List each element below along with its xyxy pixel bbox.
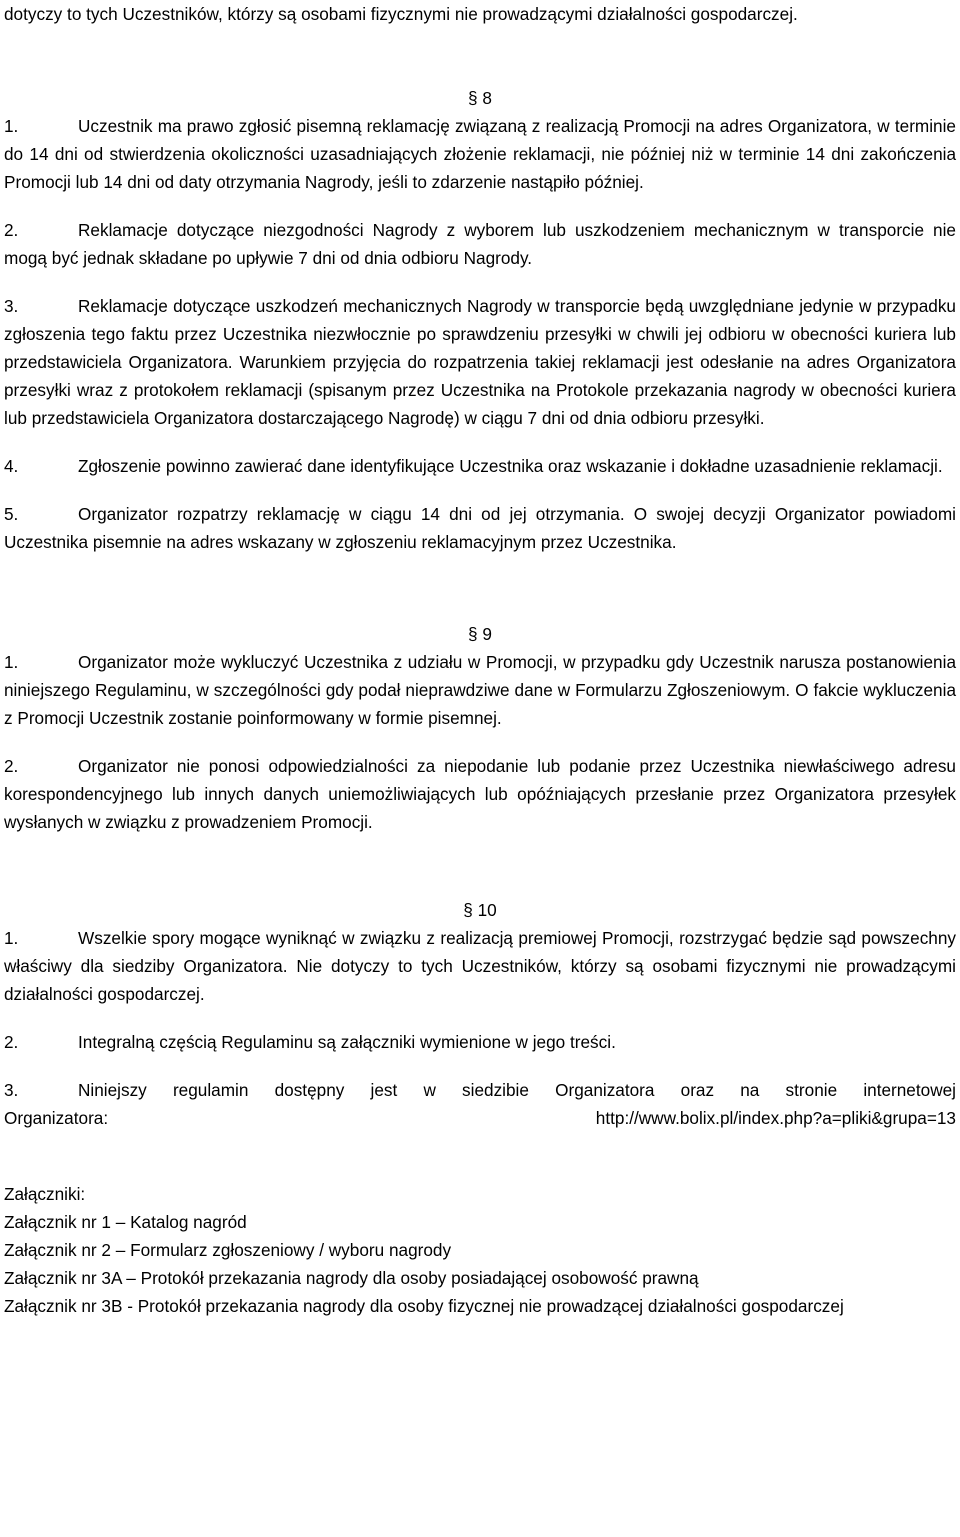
clause-text: Integralną częścią Regulaminu są załączniki wymienione w jego treści. (78, 1032, 616, 1052)
clause-8-2 (4, 216, 956, 272)
clause-text: Organizator może wykluczyć Uczestnika z udziału w Promocji, w przypadku gdy Uczestnik narusza postanowienia niniejszego Regulaminu, w szczególności gdy podał nieprawdziwe dane w Formularzu Zgłoszeniowym. O fakcie wykluczenia z Promocji Uczestnik zostanie poinformowany w formie pisemnej. (4, 652, 956, 728)
document-page (4, 0, 956, 1320)
clause-9-1 (4, 648, 956, 732)
clause-text: Reklamacje dotyczące niezgodności Nagrody z wyborem lub uszkodzeniem mechanicznym w transporcie nie mogą być jednak składane po upływie 7 dni od dnia odbioru Nagrody. (4, 220, 956, 268)
attachment-item: Załącznik nr 3B - Protokół przekazania nagrody dla osoby fizycznej nie prowadzącej działalności gospodarczej (4, 1296, 844, 1316)
clause-number: 1. (4, 116, 19, 136)
clause-10-1 (4, 924, 956, 1008)
clause-number: 2. (4, 220, 19, 240)
clause-text: Organizator nie ponosi odpowiedzialności za niepodanie lub podanie przez Uczestnika niewłaściwego adresu korespondencyjnego lub innych danych uniemożliwiających lub opóźniających przesłanie przez Organizatora przesyłek wysłanych w związku z prowadzeniem Promocji. (4, 756, 956, 832)
clause-text: Wszelkie spory mogące wyniknąć w związku z realizacją premiowej Promocji, rozstrzygać będzie sąd powszechny właściwy dla siedziby Organizatora. Nie dotyczy to tych Uczestników, którzy są osobami fizycznymi nie prowadzącymi działalności gospodarczej. (4, 928, 956, 1004)
clause-text: Organizator rozpatrzy reklamację w ciągu 14 dni od jej otrzymania. O swojej decyzji Organizator powiadomi Uczestnika pisemnie na adres wskazany w zgłoszeniu reklamacyjnym przez Uczestnika. (4, 504, 956, 552)
clause-8-5 (4, 500, 956, 556)
section-heading-8: § 8 (468, 88, 492, 108)
clause-number: 4. (4, 456, 19, 476)
clause-10-2 (4, 1028, 956, 1056)
clause-text: Zgłoszenie powinno zawierać dane identyfikujące Uczestnika oraz wskazanie i dokładne uzasadnienie reklamacji. (78, 456, 943, 476)
attachment-item: Załącznik nr 2 – Formularz zgłoszeniowy / wyboru nagrody (4, 1240, 452, 1260)
attachment-item: Załącznik nr 3A – Protokół przekazania nagrody dla osoby posiadającej osobowość prawną (4, 1268, 699, 1288)
clause-text: Uczestnik ma prawo zgłosić pisemną reklamację związaną z realizacją Promocji na adres Organizatora, w terminie do 14 dni od stwierdzenia okoliczności uzasadniających złożenie reklamacji, nie później niż w terminie 14 dni zakończenia Promocji lub 14 dni od daty otrzymania Nagrody, jeśli to zdarzenie nastąpiło później. (4, 116, 956, 192)
clause-number: 1. (4, 652, 19, 672)
clause-8-4 (4, 452, 956, 480)
clause-10-3 (4, 1076, 956, 1104)
attachment-item: Załącznik nr 1 – Katalog nagród (4, 1212, 247, 1232)
clause-number: 2. (4, 1032, 19, 1052)
regulation-url-link[interactable]: http://www.bolix.pl/index.php?a=pliki&grupa=13 (595, 1108, 956, 1128)
clause-9-2 (4, 752, 956, 836)
clause-8-3 (4, 292, 956, 432)
clause-number: 3. (4, 296, 19, 316)
section-heading-9: § 9 (468, 624, 492, 644)
clause-number: 1. (4, 928, 19, 948)
url-label: Organizatora: (4, 1108, 109, 1128)
clause-number: 5. (4, 504, 19, 524)
clause-number: 3. (4, 1080, 19, 1100)
regulation-url-line (4, 1104, 956, 1132)
clause-8-1 (4, 112, 956, 196)
section-heading-10: § 10 (463, 900, 497, 920)
clause-text: Reklamacje dotyczące uszkodzeń mechanicznych Nagrody w transporcie będą uwzględniane jedynie w przypadku zgłoszenia tego faktu przez Uczestnika niezwłocznie po sprawdzeniu przesyłki w chwili jej odbioru w obecności kuriera lub przedstawiciela Organizatora. Warunkiem przyjęcia do rozpatrzenia takiej reklamacji jest odesłanie na adres Organizatora przesyłki wraz z protokołem reklamacji (spisanym przez Uczestnika na Protokole przekazania nagrody w obecności kuriera lub przedstawiciela Organizatora dostarczającego Nagrodę) w ciągu 7 dni od dnia odbioru przesyłki. (4, 296, 956, 428)
clause-number: 2. (4, 756, 19, 776)
attachments-title: Załączniki: (4, 1184, 86, 1204)
intro-paragraph: dotyczy to tych Uczestników, którzy są osobami fizycznymi nie prowadzącymi działalności gospodarczej. (4, 4, 798, 24)
clause-text: Niniejszy regulamin dostępny jest w siedzibie Organizatora oraz na stronie internetowej (78, 1080, 956, 1100)
